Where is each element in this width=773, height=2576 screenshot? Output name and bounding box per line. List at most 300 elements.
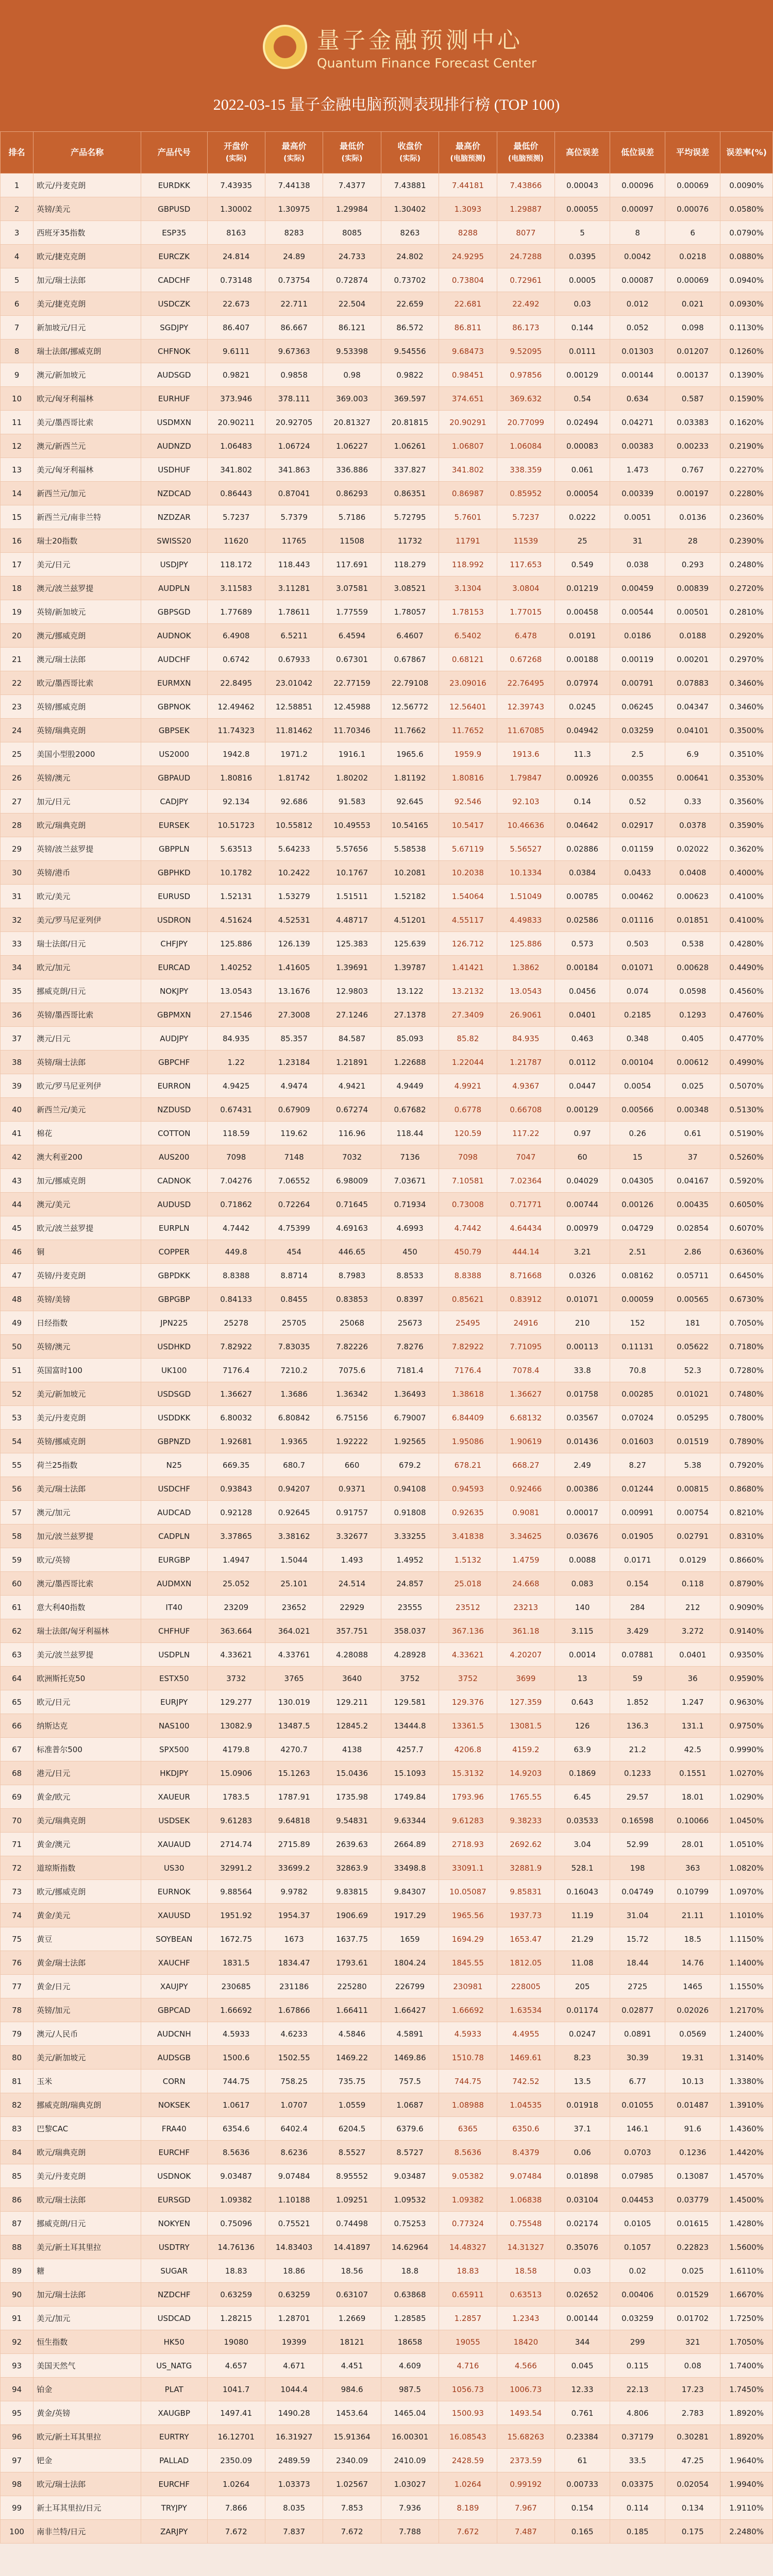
cell-err-low: 22.13 [610, 2378, 665, 2401]
cell-close-price: 1.92565 [381, 1430, 439, 1453]
cell-rank: 65 [1, 1690, 33, 1714]
cell-product-code: GBPGBP [141, 1287, 207, 1311]
cell-avg-err: 0.587 [665, 387, 720, 411]
cell-err-high: 0.573 [555, 932, 610, 956]
cell-rank: 39 [1, 1074, 33, 1098]
cell-pred-low: 3699 [497, 1667, 554, 1690]
cell-low-price: 0.67301 [323, 648, 381, 671]
table-row [1, 1501, 773, 1524]
cell-product-code: AUDNOK [141, 624, 207, 648]
cell-high-price: 9.9782 [265, 1880, 323, 1904]
cell-low-price: 6.75156 [323, 1406, 381, 1430]
cell-pred-low: 127.359 [497, 1690, 554, 1714]
cell-err-high: 0.02886 [555, 837, 610, 861]
cell-high-price: 16.31927 [265, 2425, 323, 2449]
cell-pred-low: 11539 [497, 529, 554, 553]
cell-high-price: 85.357 [265, 1027, 323, 1050]
cell-pred-low: 0.83912 [497, 1287, 554, 1311]
cell-rank: 1 [1, 174, 33, 197]
cell-err-rate: 0.8790% [720, 1572, 773, 1596]
cell-product-name: 棉花 [33, 1122, 141, 1145]
cell-err-rate: 1.4280% [720, 2212, 773, 2235]
cell-pred-low: 742.52 [497, 2070, 554, 2093]
cell-rank: 28 [1, 814, 33, 837]
cell-high-price: 1502.55 [265, 2046, 323, 2070]
cell-err-rate: 0.9140% [720, 1619, 773, 1643]
table-row [1, 1833, 773, 1856]
cell-avg-err: 0.01021 [665, 1382, 720, 1406]
col-err-high: 高位误差 [555, 132, 610, 174]
cell-low-price: 6.98009 [323, 1169, 381, 1193]
cell-avg-err: 5.38 [665, 1453, 720, 1477]
cell-high-price: 1.78611 [265, 600, 323, 624]
cell-high-price: 7.06552 [265, 1169, 323, 1193]
cell-close-price: 3752 [381, 1667, 439, 1690]
cell-err-rate: 0.5190% [720, 1122, 773, 1145]
cell-close-price: 0.63868 [381, 2283, 439, 2307]
cell-avg-err: 0.33 [665, 790, 720, 814]
cell-err-high: 0.01071 [555, 1287, 610, 1311]
table-row [1, 1169, 773, 1193]
cell-err-low: 0.04749 [610, 1880, 665, 1904]
cell-product-code: TRYJPY [141, 2496, 207, 2520]
cell-pred-low: 6.68132 [497, 1406, 554, 1430]
table-row [1, 1145, 773, 1169]
cell-close-price: 6.79007 [381, 1406, 439, 1430]
cell-err-low: 0.04271 [610, 411, 665, 434]
cell-err-high: 0.00188 [555, 648, 610, 671]
cell-high-price: 0.72264 [265, 1193, 323, 1216]
cell-pred-high: 118.992 [439, 553, 497, 577]
cell-rank: 47 [1, 1264, 33, 1287]
cell-open-price: 4.9425 [207, 1074, 265, 1098]
cell-avg-err: 18.5 [665, 1927, 720, 1951]
cell-err-high: 0.0191 [555, 624, 610, 648]
cell-avg-err: 0.00815 [665, 1477, 720, 1501]
cell-high-price: 5.64233 [265, 837, 323, 861]
cell-close-price: 86.572 [381, 316, 439, 340]
cell-pred-high: 27.3409 [439, 1003, 497, 1027]
cell-open-price: 669.35 [207, 1453, 265, 1477]
cell-pred-low: 1.29887 [497, 197, 554, 221]
cell-err-rate: 0.0880% [720, 245, 773, 268]
cell-product-code: GBPNZD [141, 1430, 207, 1453]
cell-err-high: 0.0247 [555, 2022, 610, 2046]
cell-low-price: 0.91757 [323, 1501, 381, 1524]
cell-avg-err: 0.0408 [665, 861, 720, 885]
cell-product-name: 铂金 [33, 2378, 141, 2401]
cell-err-high: 0.463 [555, 1027, 610, 1050]
table-row [1, 2378, 773, 2401]
cell-high-price: 0.67909 [265, 1098, 323, 1122]
cell-product-name: 黄金/瑞士法郎 [33, 1951, 141, 1975]
cell-close-price: 27.1378 [381, 1003, 439, 1027]
cell-product-name: 澳元/瑞士法郎 [33, 648, 141, 671]
cell-close-price: 4.9449 [381, 1074, 439, 1098]
cell-avg-err: 0.538 [665, 932, 720, 956]
cell-close-price: 0.67867 [381, 648, 439, 671]
cell-high-price: 4.6233 [265, 2022, 323, 2046]
cell-err-high: 2.49 [555, 1453, 610, 1477]
cell-rank: 71 [1, 1833, 33, 1856]
cell-close-price: 1.0687 [381, 2093, 439, 2117]
cell-high-price: 23652 [265, 1596, 323, 1619]
cell-pred-low: 10.1334 [497, 861, 554, 885]
cell-open-price: 1.06483 [207, 434, 265, 458]
cell-product-name: 巴黎CAC [33, 2117, 141, 2141]
cell-err-low: 0.02917 [610, 814, 665, 837]
cell-err-high: 528.1 [555, 1856, 610, 1880]
table-row [1, 292, 773, 316]
cell-err-high: 3.04 [555, 1833, 610, 1856]
cell-avg-err: 2.86 [665, 1240, 720, 1264]
cell-high-price: 1.23184 [265, 1050, 323, 1074]
cell-high-price: 4270.7 [265, 1738, 323, 1761]
cell-avg-err: 0.05622 [665, 1335, 720, 1359]
cell-err-rate: 1.3380% [720, 2070, 773, 2093]
cell-open-price: 6.4908 [207, 624, 265, 648]
cell-pred-high: 1.0264 [439, 2472, 497, 2496]
cell-product-code: NZDCAD [141, 482, 207, 505]
cell-err-rate: 0.6070% [720, 1216, 773, 1240]
cell-open-price: 1.4947 [207, 1548, 265, 1572]
cell-pred-low: 1.04535 [497, 2093, 554, 2117]
cell-err-high: 0.00017 [555, 1501, 610, 1524]
cell-close-price: 0.94108 [381, 1477, 439, 1501]
cell-err-low: 0.26 [610, 1122, 665, 1145]
cell-rank: 81 [1, 2070, 33, 2093]
cell-product-name: 澳元/波兰兹罗提 [33, 577, 141, 600]
cell-product-name: 英镑/澳元 [33, 1335, 141, 1359]
cell-pred-low: 1913.6 [497, 742, 554, 766]
cell-product-name: 英国富时100 [33, 1359, 141, 1382]
cell-err-rate: 1.9940% [720, 2472, 773, 2496]
cell-pred-low: 8.4379 [497, 2141, 554, 2164]
cell-low-price: 6204.5 [323, 2117, 381, 2141]
cell-close-price: 4.6993 [381, 1216, 439, 1240]
cell-close-price: 0.91808 [381, 1501, 439, 1524]
cell-err-rate: 0.9350% [720, 1643, 773, 1667]
cell-product-name: 新西兰元/美元 [33, 1098, 141, 1122]
cell-open-price: 1500.6 [207, 2046, 265, 2070]
cell-pred-low: 18420 [497, 2330, 554, 2354]
cell-pred-high: 1845.55 [439, 1951, 497, 1975]
cell-close-price: 9.54556 [381, 340, 439, 363]
cell-rank: 34 [1, 956, 33, 979]
cell-product-code: USDTRY [141, 2235, 207, 2259]
cell-avg-err: 0.01851 [665, 908, 720, 932]
cell-product-name: 加元/瑞士法郎 [33, 2283, 141, 2307]
cell-avg-err: 0.00201 [665, 648, 720, 671]
cell-close-price: 1.39787 [381, 956, 439, 979]
cell-avg-err: 18.01 [665, 1785, 720, 1809]
cell-product-name: 糖 [33, 2259, 141, 2283]
cell-err-rate: 1.7250% [720, 2307, 773, 2330]
cell-close-price: 4.5891 [381, 2022, 439, 2046]
cell-high-price: 18.86 [265, 2259, 323, 2283]
cell-open-price: 7.43935 [207, 174, 265, 197]
cell-err-rate: 1.3140% [720, 2046, 773, 2070]
cell-rank: 68 [1, 1761, 33, 1785]
cell-low-price: 1.02567 [323, 2472, 381, 2496]
cell-low-price: 12.45988 [323, 695, 381, 719]
cell-open-price: 0.93843 [207, 1477, 265, 1501]
cell-err-low: 2.51 [610, 1240, 665, 1264]
cell-high-price: 680.7 [265, 1453, 323, 1477]
cell-avg-err: 0.02791 [665, 1524, 720, 1548]
cell-pred-low: 7.02364 [497, 1169, 554, 1193]
cell-product-code: CHFHUF [141, 1619, 207, 1643]
cell-pred-high: 4.9921 [439, 1074, 497, 1098]
cell-open-price: 1.77689 [207, 600, 265, 624]
table-row [1, 648, 773, 671]
cell-pred-low: 1469.61 [497, 2046, 554, 2070]
cell-low-price: 0.98 [323, 363, 381, 387]
cell-product-name: 挪威克朗/日元 [33, 979, 141, 1003]
cell-err-low: 152 [610, 1311, 665, 1335]
cell-low-price: 1.2669 [323, 2307, 381, 2330]
cell-err-rate: 0.8680% [720, 1477, 773, 1501]
cell-open-price: 92.134 [207, 790, 265, 814]
cell-low-price: 0.86293 [323, 482, 381, 505]
cell-open-price: 8.8388 [207, 1264, 265, 1287]
cell-pred-high: 23512 [439, 1596, 497, 1619]
cell-err-low: 31.04 [610, 1904, 665, 1927]
cell-pred-low: 7.43866 [497, 174, 554, 197]
cell-close-price: 33498.8 [381, 1856, 439, 1880]
cell-high-price: 1.9365 [265, 1430, 323, 1453]
cell-open-price: 5.63513 [207, 837, 265, 861]
cell-err-high: 0.061 [555, 458, 610, 482]
cell-product-code: NOKYEN [141, 2212, 207, 2235]
cell-product-code: EURSGD [141, 2188, 207, 2212]
cell-avg-err: 0.00069 [665, 268, 720, 292]
table-row [1, 1122, 773, 1145]
cell-product-code: EURPLN [141, 1216, 207, 1240]
cell-err-high: 0.0456 [555, 979, 610, 1003]
cell-avg-err: 47.25 [665, 2449, 720, 2472]
cell-err-rate: 1.0510% [720, 1833, 773, 1856]
cell-err-low: 0.0171 [610, 1548, 665, 1572]
cell-avg-err: 212 [665, 1596, 720, 1619]
cell-pred-high: 1.78153 [439, 600, 497, 624]
cell-err-low: 59 [610, 1667, 665, 1690]
cell-rank: 77 [1, 1975, 33, 1998]
cell-low-price: 660 [323, 1453, 381, 1477]
cell-avg-err: 0.02054 [665, 2472, 720, 2496]
cell-pred-low: 444.14 [497, 1240, 554, 1264]
cell-open-price: 449.8 [207, 1240, 265, 1264]
cell-open-price: 341.802 [207, 458, 265, 482]
cell-pred-low: 1.51049 [497, 885, 554, 908]
cell-pred-low: 11.67085 [497, 719, 554, 742]
cell-product-code: AUDNZD [141, 434, 207, 458]
cell-err-rate: 0.3590% [720, 814, 773, 837]
cell-product-name: 欧元/瑞典克朗 [33, 814, 141, 837]
cell-pred-high: 9.61283 [439, 1809, 497, 1833]
cell-err-low: 284 [610, 1596, 665, 1619]
table-row [1, 695, 773, 719]
cell-err-rate: 1.1010% [720, 1904, 773, 1927]
cell-pred-high: 0.73008 [439, 1193, 497, 1216]
table-row [1, 2354, 773, 2378]
cell-high-price: 3765 [265, 1667, 323, 1690]
col-code: 产品代号 [141, 132, 207, 174]
table-row [1, 1406, 773, 1430]
cell-err-low: 0.00097 [610, 197, 665, 221]
cell-err-low: 0.634 [610, 387, 665, 411]
cell-err-rate: 1.3910% [720, 2093, 773, 2117]
cell-err-high: 344 [555, 2330, 610, 2354]
cell-product-name: 美元/日元 [33, 553, 141, 577]
cell-product-code: USDHKD [141, 1335, 207, 1359]
cell-open-price: 0.63259 [207, 2283, 265, 2307]
cell-pred-low: 361.18 [497, 1619, 554, 1643]
cell-close-price: 92.645 [381, 790, 439, 814]
cell-close-price: 118.279 [381, 553, 439, 577]
cell-product-code: GBPNOK [141, 695, 207, 719]
cell-open-price: 1.92681 [207, 1430, 265, 1453]
cell-pred-high: 4206.8 [439, 1738, 497, 1761]
cell-low-price: 1453.64 [323, 2401, 381, 2425]
cell-low-price: 1.39691 [323, 956, 381, 979]
cell-open-price: 12.49462 [207, 695, 265, 719]
cell-low-price: 4.9421 [323, 1074, 381, 1098]
cell-low-price: 18.56 [323, 2259, 381, 2283]
cell-close-price: 7.788 [381, 2520, 439, 2544]
cell-rank: 48 [1, 1287, 33, 1311]
cell-high-price: 7.837 [265, 2520, 323, 2544]
cell-err-low: 0.00144 [610, 363, 665, 387]
cell-err-high: 0.01174 [555, 1998, 610, 2022]
table-row [1, 2496, 773, 2520]
cell-avg-err: 42.5 [665, 1738, 720, 1761]
cell-pred-low: 26.9061 [497, 1003, 554, 1027]
cell-low-price: 117.691 [323, 553, 381, 577]
cell-product-code: USDDKK [141, 1406, 207, 1430]
cell-avg-err: 1.247 [665, 1690, 720, 1714]
cell-high-price: 1.5044 [265, 1548, 323, 1572]
cell-product-code: GBPHKD [141, 861, 207, 885]
cell-product-name: 欧元/瑞典克朗 [33, 2141, 141, 2164]
cell-low-price: 225280 [323, 1975, 381, 1998]
cell-open-price: 363.664 [207, 1619, 265, 1643]
cell-avg-err: 0.293 [665, 553, 720, 577]
cell-product-name: 欧元/墨西哥比索 [33, 671, 141, 695]
cell-pred-high: 92.546 [439, 790, 497, 814]
cell-err-high: 0.1869 [555, 1761, 610, 1785]
cell-low-price: 1793.61 [323, 1951, 381, 1975]
cell-product-code: USDMXN [141, 411, 207, 434]
cell-high-price: 454 [265, 1240, 323, 1264]
cell-avg-err: 0.01519 [665, 1430, 720, 1453]
cell-low-price: 20.81327 [323, 411, 381, 434]
cell-close-price: 13444.8 [381, 1714, 439, 1738]
cell-product-name: 钯金 [33, 2449, 141, 2472]
cell-avg-err: 0.00641 [665, 766, 720, 790]
cell-err-low: 0.01603 [610, 1430, 665, 1453]
cell-pred-low: 1.4759 [497, 1548, 554, 1572]
cell-high-price: 19399 [265, 2330, 323, 2354]
cell-product-code: USDNOK [141, 2164, 207, 2188]
table-row [1, 221, 773, 245]
cell-pred-low: 1.77015 [497, 600, 554, 624]
cell-rank: 63 [1, 1643, 33, 1667]
cell-err-high: 8.23 [555, 2046, 610, 2070]
cell-pred-low: 10.46636 [497, 814, 554, 837]
cell-open-price: 1.0617 [207, 2093, 265, 2117]
cell-pred-low: 369.632 [497, 387, 554, 411]
cell-high-price: 25.101 [265, 1572, 323, 1596]
cell-err-rate: 0.0090% [720, 174, 773, 197]
cell-low-price: 125.383 [323, 932, 381, 956]
cell-close-price: 10.2081 [381, 861, 439, 885]
cell-product-code: AUDSGD [141, 363, 207, 387]
cell-err-rate: 1.1400% [720, 1951, 773, 1975]
cell-err-high: 11.3 [555, 742, 610, 766]
cell-pred-low: 14.9203 [497, 1761, 554, 1785]
cell-open-price: 15.0906 [207, 1761, 265, 1785]
cell-rank: 61 [1, 1596, 33, 1619]
cell-rank: 42 [1, 1145, 33, 1169]
table-row [1, 2022, 773, 2046]
cell-low-price: 7075.6 [323, 1359, 381, 1382]
cell-low-price: 22.77159 [323, 671, 381, 695]
cell-low-price: 116.96 [323, 1122, 381, 1145]
cell-pred-low: 1493.54 [497, 2401, 554, 2425]
cell-close-price: 226799 [381, 1975, 439, 1998]
cell-err-rate: 1.4360% [720, 2117, 773, 2141]
cell-avg-err: 0.00197 [665, 482, 720, 505]
cell-low-price: 5.7186 [323, 505, 381, 529]
cell-rank: 95 [1, 2401, 33, 2425]
cell-open-price: 7176.4 [207, 1359, 265, 1382]
cell-product-name: 英镑/瑞典克朗 [33, 719, 141, 742]
cell-rank: 76 [1, 1951, 33, 1975]
cell-low-price: 1.80202 [323, 766, 381, 790]
cell-product-name: 挪威克朗/瑞典克朗 [33, 2093, 141, 2117]
cell-pred-high: 13361.5 [439, 1714, 497, 1738]
cell-err-low: 2725 [610, 1975, 665, 1998]
cell-pred-high: 4.5933 [439, 2022, 497, 2046]
cell-high-price: 118.443 [265, 553, 323, 577]
cell-product-code: NOKSEK [141, 2093, 207, 2117]
cell-pred-low: 2373.59 [497, 2449, 554, 2472]
cell-err-low: 0.1233 [610, 1761, 665, 1785]
cell-rank: 7 [1, 316, 33, 340]
cell-close-price: 1.09532 [381, 2188, 439, 2212]
table-row [1, 2259, 773, 2283]
cell-high-price: 378.111 [265, 387, 323, 411]
table-row [1, 245, 773, 268]
cell-close-price: 1804.24 [381, 1951, 439, 1975]
cell-open-price: 10.51723 [207, 814, 265, 837]
cell-low-price: 1.29984 [323, 197, 381, 221]
cell-pred-high: 15.3132 [439, 1761, 497, 1785]
cell-product-code: EURCAD [141, 956, 207, 979]
cell-low-price: 91.583 [323, 790, 381, 814]
cell-pred-high: 6.5402 [439, 624, 497, 648]
cell-product-code: AUDCHF [141, 648, 207, 671]
cell-open-price: 0.67431 [207, 1098, 265, 1122]
cell-err-high: 13 [555, 1667, 610, 1690]
cell-pred-low: 1.36627 [497, 1382, 554, 1406]
cell-high-price: 3.11281 [265, 577, 323, 600]
cell-close-price: 1.52182 [381, 885, 439, 908]
cell-product-name: 英镑/美元 [33, 197, 141, 221]
cell-err-low: 0.038 [610, 553, 665, 577]
cell-high-price: 24.89 [265, 245, 323, 268]
